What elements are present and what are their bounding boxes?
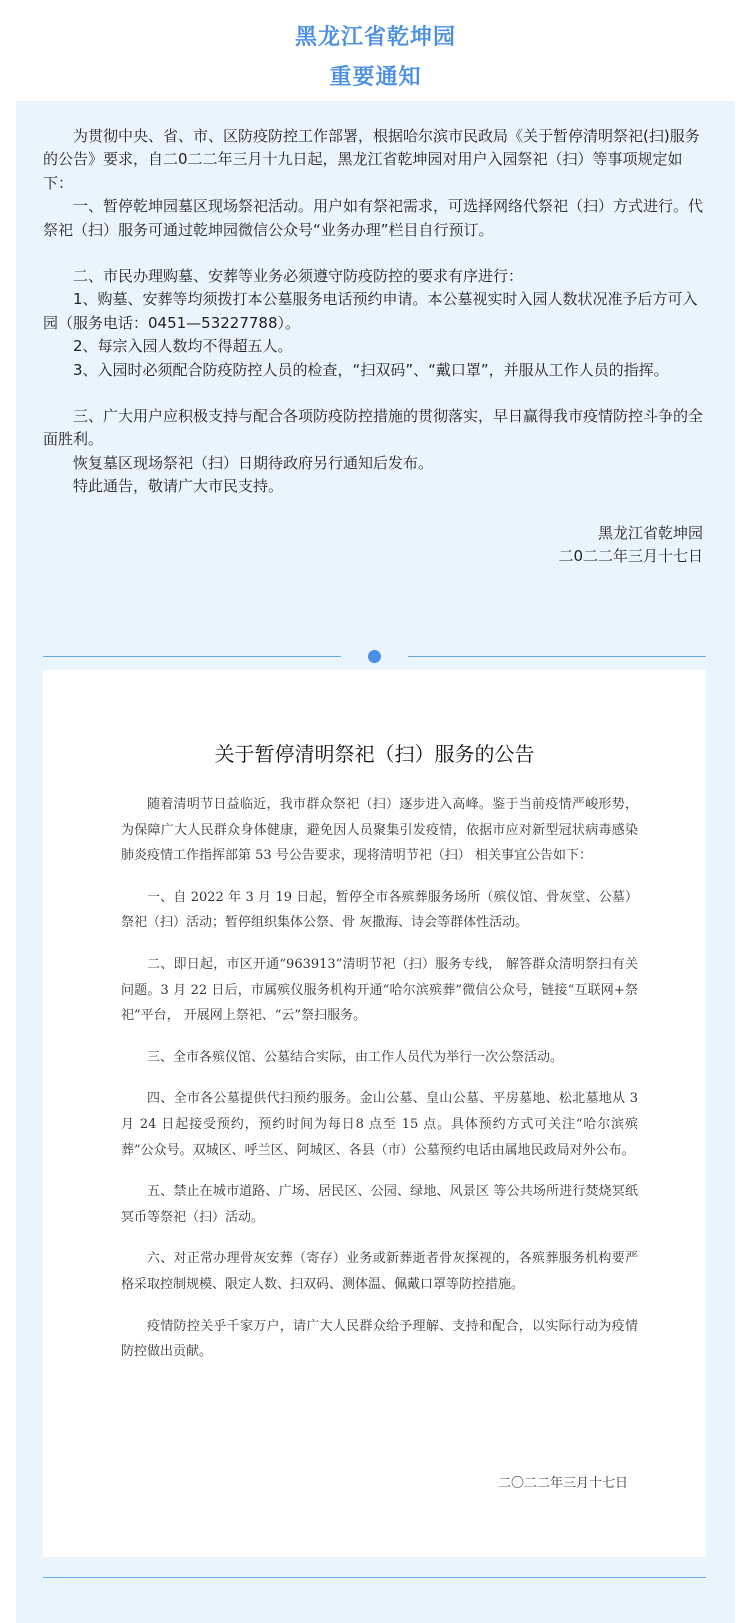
divider-line-left — [43, 656, 341, 657]
announcement-body — [121, 792, 638, 1381]
notice-signature-date: 二0二二年三月十七日 — [558, 547, 703, 566]
divider-dot — [368, 650, 381, 663]
section-divider — [43, 650, 706, 664]
notice-paragraph: 1、购墓、安葬等均须拨打本公墓服务电话预约申请。本公墓视实时入园人数状况准予后方可入园（服务电话：0451—53227788）。 — [43, 290, 698, 332]
announcement-paragraph: 一、自 2022 年 3 月 19 日起，暂停全市各殡葬服务场所（殡仪馆、骨灰堂、公墓）祭祀（扫）活动；暂停组织集体公祭、骨 灰撒海、诗会等群体性活动。 — [121, 889, 638, 931]
notice-paragraph: 3、入园时必须配合防疫防控人员的检查，“扫双码”、“戴口罩”，并服从工作人员的指挥。 — [73, 360, 669, 379]
bottom-divider — [43, 1577, 706, 1578]
announcement-paragraph: 四、全市各公墓提供代扫预约服务。金山公墓、皇山公墓、平房墓地、松北墓地从 3 月 24 日起接受预约，预约时间为每日8 点至 15 点。具体预约方式可关注“哈尔滨殡葬”公众号。双城区、呼兰区、阿城区、各县（市）公墓预约电话由属地民政局对外公布。 — [121, 1091, 638, 1158]
notice-paragraph: 恢复墓区现场祭祀（扫）日期待政府另行通知后发布。 — [73, 453, 434, 472]
announcement-date: 二〇二二年三月十七日 — [497, 1476, 628, 1491]
page-header — [0, 0, 751, 98]
announcement-title: 关于暂停清明祭祀（扫）服务的公告 — [214, 742, 535, 766]
announcement-card — [43, 670, 706, 1557]
divider-line-right — [408, 656, 706, 657]
announcement-paragraph: 随着清明节日益临近，我市群众祭祀（扫）逐步进入高峰。鉴于当前疫情严峻形势，为保障广大人民群众身体健康，避免因人员聚集引发疫情，依据市应对新型冠状病毒感染肺炎疫情工作指挥部第 53 号公告要求，现将清明节祀（扫） 相关事宜公告如下： — [121, 797, 638, 864]
notice-paragraph: 三、广大用户应积极支持与配合各项防疫防控措施的贯彻落实，早日赢得我市疫情防控斗争的全面胜利。 — [43, 407, 704, 449]
notice-signature-org: 黑龙江省乾坤园 — [597, 523, 703, 542]
notice-paragraph: 为贯彻中央、省、市、区防疫防控工作部署，根据哈尔滨市民政局《关于暂停清明祭祀(扫)服务的公告》要求，自二0二二年三月十九日起，黑龙江省乾坤园对用户入园祭祀（扫）等事项规定如下： — [43, 127, 700, 192]
page-title: 黑龙江省乾坤园 — [294, 25, 456, 50]
notice-paragraph: 2、每宗入园人数均不得超五人。 — [73, 337, 293, 356]
notice-paragraph: 特此通告，敬请广大市民支持。 — [73, 477, 284, 496]
announcement-paragraph: 六、对正常办理骨灰安葬（寄存）业务或新葬逝者骨灰探视的，各殡葬服务机构要严格采取控制规模、限定人数、扫双码、测体温、佩戴口罩等防控措施。 — [121, 1251, 638, 1292]
announcement-paragraph: 五、禁止在城市道路、广场、居民区、公园、绿地、风景区 等公共场所进行焚烧冥纸冥币等祭祀（扫）活动。 — [121, 1184, 638, 1225]
announcement-paragraph: 疫情防控关乎千家万户，请广大人民群众给予理解、支持和配合，以实际行动为疫情防控做出贡献。 — [121, 1318, 638, 1360]
notice-paragraph: 一、暂停乾坤园墓区现场祭祀活动。用户如有祭祀需求，可选择网络代祭祀（扫）方式进行。代祭祀（扫）服务可通过乾坤园微信公众号“业务办理”栏目自行预订。 — [43, 197, 704, 239]
page-subtitle: 重要通知 — [329, 65, 422, 90]
announcement-paragraph: 二、即日起，市区开通“963913”清明节祀（扫）服务专线， 解答群众清明祭扫有关问题。3 月 22 日后，市属殡仪服务机构开通“哈尔滨殡葬”微信公众号，链接“互联网+祭祀”平台， 开展网上祭祀、“云”祭扫服务。 — [121, 956, 638, 1024]
notice-paragraph: 二、市民办理购墓、安葬等业务必须遵守防疫防控的要求有序进行： — [73, 267, 524, 286]
announcement-paragraph: 三、全市各殡仪馆、公墓结合实际，由工作人员代为举行一次公祭活动。 — [147, 1049, 564, 1065]
notice-section — [43, 125, 703, 569]
